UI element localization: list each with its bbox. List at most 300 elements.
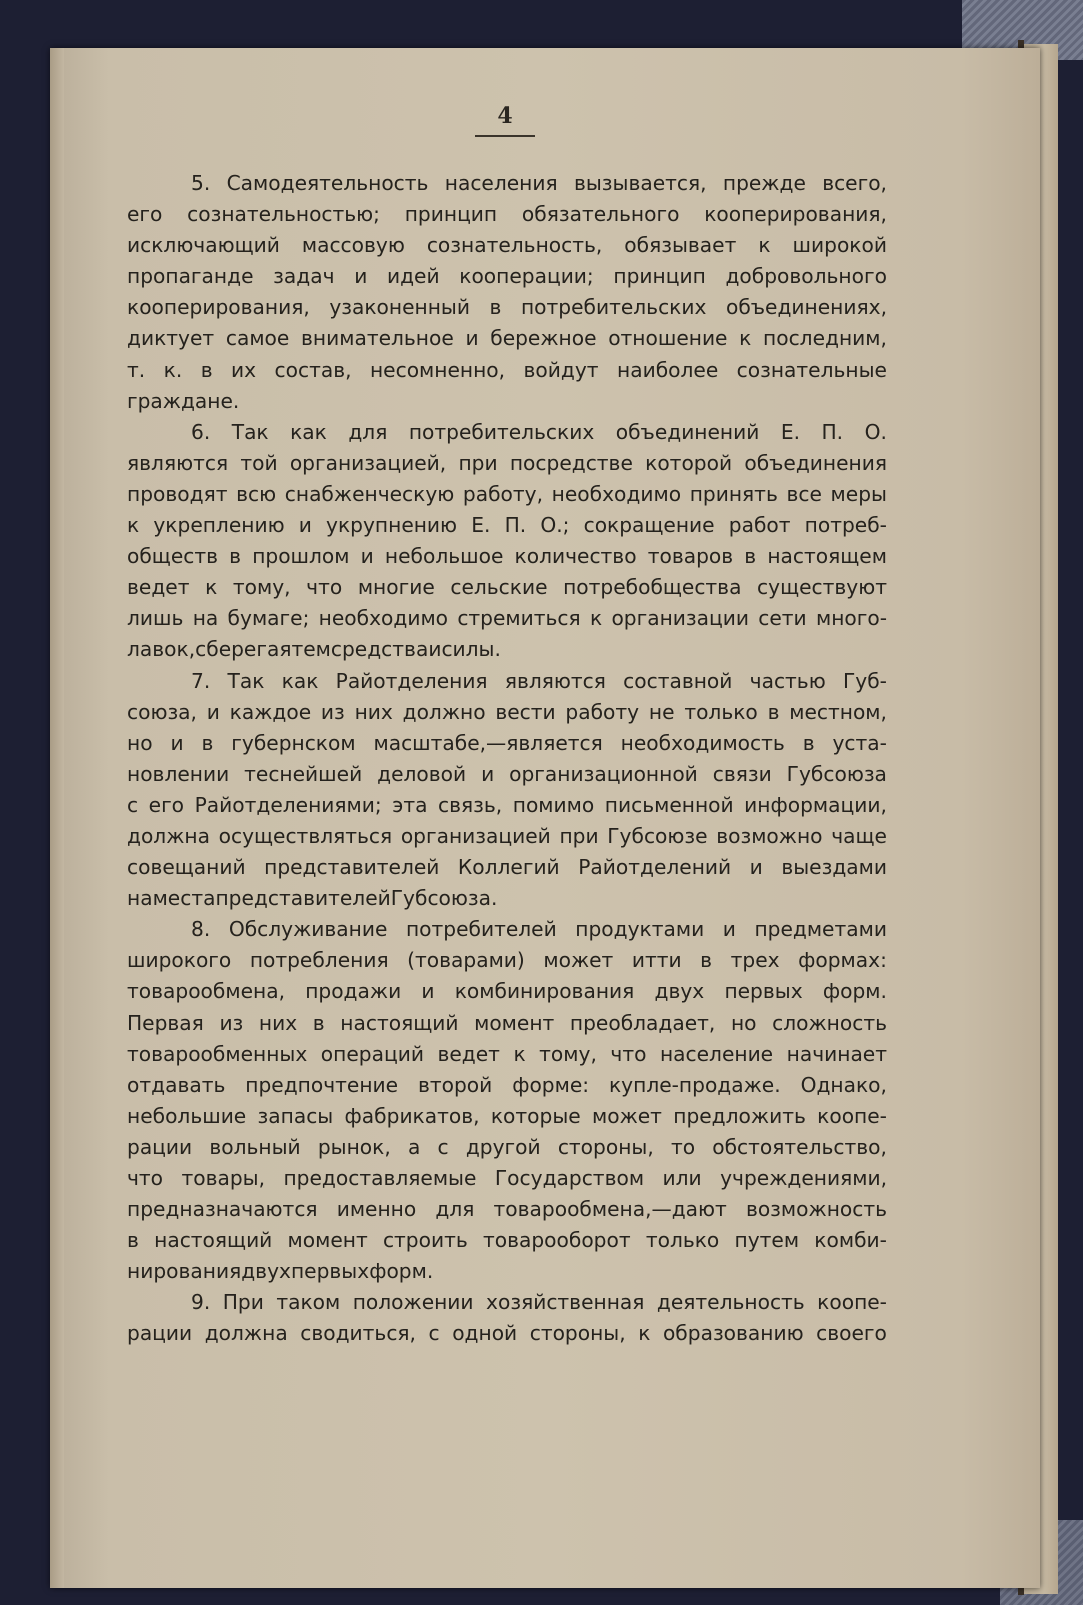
word: форм. [369, 1259, 434, 1284]
word: При [222, 1290, 264, 1315]
word: несомненно, [369, 357, 506, 382]
word: тому, [232, 575, 291, 600]
word: работ [728, 513, 791, 538]
word: ведет [127, 575, 190, 600]
word: хозяйственная [486, 1290, 645, 1315]
word: коопе- [817, 1290, 887, 1315]
word: (товарами) [407, 948, 525, 973]
word: товаров [647, 544, 734, 569]
word: только [684, 699, 758, 724]
word: и [749, 855, 763, 880]
word: работу [565, 699, 640, 724]
word: первых [290, 1259, 370, 1284]
word: фабрикатов, [344, 1103, 480, 1128]
word: форм. [822, 979, 887, 1004]
word: О.; [540, 513, 570, 538]
word: в [700, 948, 713, 973]
word: тому, [539, 1041, 597, 1066]
word: товары, [181, 1166, 266, 1190]
word: вести [495, 699, 556, 724]
text-line [127, 1256, 887, 1287]
word: для [435, 1197, 475, 1222]
word: объединений [615, 419, 760, 444]
word: частью [749, 668, 826, 693]
word: к [513, 1041, 526, 1066]
word: из [320, 699, 345, 724]
word: итти [631, 948, 682, 973]
word: широкой [792, 233, 887, 258]
text-line [127, 417, 887, 448]
word: сельские [450, 575, 548, 600]
word: них [354, 699, 393, 724]
word: образованию [662, 1321, 804, 1346]
word: рынок, [317, 1134, 391, 1159]
word: настоящий [154, 1228, 273, 1253]
word: населения [444, 171, 558, 195]
text-line [127, 1132, 887, 1163]
word: к [127, 513, 140, 538]
word: сознательность, [426, 233, 603, 258]
word: не [648, 699, 675, 724]
word: что [610, 1041, 647, 1066]
word: рации [127, 1321, 193, 1346]
word: трех [730, 948, 780, 973]
word: население [659, 1041, 774, 1066]
word: с [428, 1321, 440, 1346]
word: т. [127, 357, 146, 382]
word: каждое [229, 699, 312, 724]
word: уста- [832, 730, 887, 755]
text-line [127, 759, 887, 790]
word: продажи [305, 979, 402, 1004]
word: Коллегий [457, 855, 560, 880]
word: в [489, 295, 502, 320]
word: должна [127, 823, 210, 848]
word: двух [241, 1259, 291, 1284]
body-text [127, 168, 887, 1350]
word: предметами [754, 917, 887, 942]
word: самое [225, 326, 290, 351]
word: с [437, 1134, 449, 1159]
word: объединения [744, 450, 887, 475]
word: к [205, 575, 218, 600]
word: союза, [127, 699, 197, 724]
word: комби- [814, 1228, 887, 1253]
word: обстоятельство, [712, 1134, 887, 1159]
word: купле-продаже. [608, 1072, 781, 1097]
word: в [802, 730, 815, 755]
word: в [767, 699, 780, 724]
word: его [127, 202, 163, 227]
word: в [312, 1010, 325, 1035]
word: Губсоюзе [607, 823, 708, 848]
word: второй [417, 1072, 493, 1097]
text-line [127, 1008, 887, 1039]
word: принцип [613, 264, 706, 289]
word: потребительских [408, 419, 595, 444]
word: информации, [744, 792, 887, 817]
word: укрупнению [326, 513, 458, 538]
word: связь, [438, 792, 503, 817]
word: исключающий [127, 233, 280, 258]
word: всего, [822, 171, 887, 195]
word: необходимо [551, 481, 682, 506]
word: добровольного [725, 264, 887, 289]
word: силы. [441, 637, 501, 662]
word: работу, [462, 481, 544, 506]
word: потребительских [520, 295, 707, 320]
word: стороны, [557, 1134, 654, 1159]
word: двух [654, 979, 705, 1004]
word: 9. [191, 1290, 211, 1315]
word: что [306, 575, 343, 600]
text-line [127, 1318, 887, 1349]
word: О. [864, 419, 887, 444]
text-line [127, 386, 887, 417]
word: организации [611, 606, 749, 631]
word: и [722, 917, 736, 942]
text-line [127, 1194, 887, 1225]
word: своего [816, 1321, 887, 1346]
text-line [127, 1163, 887, 1194]
word: нирования [127, 1259, 242, 1284]
word: Губсоюза [786, 761, 887, 786]
word: идей [386, 264, 440, 289]
word: Е. [471, 513, 491, 538]
word: войдут [523, 357, 599, 382]
word: состав, [274, 357, 352, 382]
word: а [407, 1134, 421, 1159]
word: узаконенный [329, 295, 470, 320]
text-line [127, 945, 887, 976]
word: рации [127, 1134, 193, 1159]
word: представителей [264, 855, 440, 880]
word: необходимо [318, 606, 449, 631]
word: потребобщества [563, 575, 742, 600]
word: в [229, 544, 242, 569]
word: может [592, 1103, 662, 1128]
word: письменной [604, 792, 734, 817]
word: бумаге; [227, 606, 310, 631]
word: но [127, 730, 153, 755]
word: на [192, 606, 219, 631]
word: к [739, 326, 752, 351]
text-line [127, 790, 887, 821]
text-line [127, 666, 887, 697]
word: и [428, 637, 442, 662]
word: необходимость [620, 730, 785, 755]
word: сознательные [736, 357, 887, 382]
word: продуктами [575, 917, 705, 942]
page-left-edge [50, 48, 64, 1588]
word: представителей [215, 886, 391, 911]
text-line [127, 199, 887, 230]
word: потребления [249, 948, 389, 973]
word: внимательное [301, 326, 454, 351]
text-line [127, 603, 887, 634]
text-line [127, 697, 887, 728]
word: в [127, 1228, 139, 1253]
text-line [127, 323, 887, 354]
word: вызывается, [573, 171, 707, 195]
word: составной [623, 668, 733, 693]
word: небольшое [384, 544, 504, 569]
word: граждане. [127, 388, 240, 413]
word: потребителей [405, 917, 557, 942]
word: массовую [301, 233, 405, 258]
word: широкого [127, 948, 232, 973]
word: должна [204, 1321, 288, 1346]
word: места [152, 886, 216, 911]
text-line [127, 510, 887, 541]
word: Однако, [800, 1072, 887, 1097]
word: Райотделениями; [194, 792, 382, 817]
word: 5. [191, 171, 211, 195]
word: которые [490, 1103, 581, 1128]
word: организацией [400, 823, 551, 848]
word: форме: [512, 1072, 590, 1097]
word: в [201, 730, 214, 755]
word: проводят [127, 481, 228, 506]
word: путем [734, 1228, 800, 1253]
text-line [127, 1225, 887, 1256]
text-line [127, 1101, 887, 1132]
word: прошлом [252, 544, 350, 569]
word: теснейшей [244, 761, 363, 786]
text-line [127, 1039, 887, 1070]
word: диктует [127, 326, 215, 351]
word: Первая [127, 1010, 204, 1035]
word: товарообмена,—дают [493, 1197, 727, 1222]
word: настоящем [767, 544, 887, 569]
word: одной [452, 1321, 518, 1346]
text-line [127, 914, 887, 945]
word: Самодеятельность [226, 171, 429, 195]
word: выездами [781, 855, 887, 880]
word: операций [320, 1041, 424, 1066]
word: сберегая [195, 637, 292, 662]
word: товарооборот [482, 1228, 631, 1253]
word: предложить [673, 1103, 806, 1128]
word: коопе- [817, 1103, 887, 1128]
text-line [127, 976, 887, 1007]
word: много- [815, 606, 887, 631]
word: помимо [512, 792, 595, 817]
word: обязательного [521, 202, 680, 227]
word: новлении [127, 761, 230, 786]
word: или [662, 1166, 702, 1190]
text-line [127, 479, 887, 510]
word: возможность [745, 1197, 887, 1222]
text-line [127, 821, 887, 852]
word: при [458, 450, 498, 475]
word: существуют [757, 575, 887, 600]
word: посредстве [509, 450, 633, 475]
word: к [758, 233, 771, 258]
word: сети [758, 606, 807, 631]
word: товарообмена, [127, 979, 285, 1004]
word: укреплению [153, 513, 285, 538]
word: задач [273, 264, 335, 289]
word: в [744, 544, 757, 569]
word: Е. [780, 419, 801, 444]
text-line [127, 1070, 887, 1101]
word: осуществляться [218, 823, 393, 848]
word: что [127, 1166, 164, 1190]
word: Райотделения [335, 668, 488, 693]
word: местном, [789, 699, 887, 724]
word: Губ- [842, 668, 887, 693]
word: Райотделений [578, 855, 732, 880]
word: деятельность [656, 1290, 805, 1315]
word: и [354, 264, 368, 289]
word: П. [821, 419, 844, 444]
word: потреб- [804, 513, 887, 538]
word: момент [474, 1010, 555, 1035]
word: ведет [437, 1041, 500, 1066]
word: с [127, 792, 139, 817]
text-line [127, 634, 887, 665]
word: и [170, 730, 184, 755]
text-line [127, 292, 887, 323]
text-line [127, 355, 887, 386]
word: и [206, 699, 220, 724]
word: как [281, 668, 319, 693]
word: на [127, 886, 153, 911]
word: начинает [786, 1041, 887, 1066]
word: учреждениями, [720, 1166, 887, 1190]
word: стремиться [457, 606, 581, 631]
word: меры [830, 481, 887, 506]
word: положении [352, 1290, 474, 1315]
word: принцип [404, 202, 498, 227]
word: обществ [127, 544, 218, 569]
word: наиболее [617, 357, 719, 382]
word: отношение [608, 326, 728, 351]
word: деловой [377, 761, 467, 786]
word: стороны, [529, 1321, 626, 1346]
word: товарообменных [127, 1041, 308, 1066]
word: в [200, 357, 213, 382]
word: эта [392, 792, 428, 817]
word: всю [236, 481, 277, 506]
word: отдавать [127, 1072, 226, 1097]
word: и [481, 761, 495, 786]
word: только [645, 1228, 720, 1253]
text-line [127, 572, 887, 603]
word: возможно [716, 823, 823, 848]
word: Обслуживание [228, 917, 388, 942]
word: вольный [209, 1134, 301, 1159]
word: должно [402, 699, 486, 724]
word: сознательностью; [187, 202, 380, 227]
word: как [290, 419, 327, 444]
word: их [231, 357, 257, 382]
word: таком [276, 1290, 341, 1315]
text-line [127, 852, 887, 883]
word: последним, [763, 326, 887, 351]
word: организацией, [289, 450, 447, 475]
word: для [348, 419, 388, 444]
word: объединениях, [725, 295, 887, 320]
text-line [127, 728, 887, 759]
word: из [219, 1010, 244, 1035]
word: сводиться, [300, 1321, 416, 1346]
page-number-underline [475, 135, 535, 137]
word: при [559, 823, 599, 848]
word: пропаганде [127, 264, 254, 289]
word: кооперации; [459, 264, 594, 289]
word: настоящий [340, 1010, 459, 1035]
word: преобладает, [569, 1010, 716, 1035]
text-line [127, 230, 887, 261]
word: к [589, 606, 603, 631]
word: и [465, 326, 479, 351]
word: другой [465, 1134, 541, 1159]
word: обязывает [624, 233, 737, 258]
word: запасы [257, 1103, 334, 1128]
word: момент [287, 1228, 368, 1253]
word: Губсоюза. [390, 886, 498, 911]
word: снабженческую [284, 481, 455, 506]
word: все [786, 481, 822, 506]
word: может [543, 948, 614, 973]
word: именно [336, 1197, 417, 1222]
word: средства [330, 637, 429, 662]
text-line [127, 168, 887, 199]
word: комбинирования [454, 979, 635, 1004]
word: к. [163, 357, 183, 382]
word: организационной [509, 761, 698, 786]
word: его [148, 792, 185, 817]
word: сложность [772, 1010, 887, 1035]
word: кооперирования, [127, 295, 310, 320]
text-line [127, 1287, 887, 1318]
word: предоставляемые [283, 1166, 477, 1190]
word: лавок, [127, 637, 196, 662]
word: первых [724, 979, 803, 1004]
word: тем [291, 637, 331, 662]
word: чаще [831, 823, 887, 848]
word: формах: [798, 948, 887, 973]
word: Государством [494, 1166, 645, 1190]
text-line [127, 261, 887, 292]
word: связи [712, 761, 772, 786]
word: являются [127, 450, 229, 475]
word: к [638, 1321, 651, 1346]
word: и [360, 544, 374, 569]
word: масштабе,—является [373, 730, 603, 755]
word: строить [382, 1228, 468, 1253]
text-line [127, 448, 887, 479]
word: небольшие [127, 1103, 247, 1128]
word: которой [645, 450, 733, 475]
word: и [421, 979, 435, 1004]
word: бережное [490, 326, 597, 351]
word: и [298, 513, 312, 538]
word: 6. [191, 419, 211, 444]
word: Так [231, 419, 269, 444]
page-number: 4 [497, 103, 513, 129]
word: 8. [191, 917, 211, 942]
word: предназначаются [127, 1197, 318, 1222]
word: той [240, 450, 278, 475]
word: многие [357, 575, 435, 600]
word: совещаний [127, 855, 246, 880]
text-line [127, 541, 887, 572]
word: Так [227, 668, 265, 693]
word: являются [504, 668, 606, 693]
